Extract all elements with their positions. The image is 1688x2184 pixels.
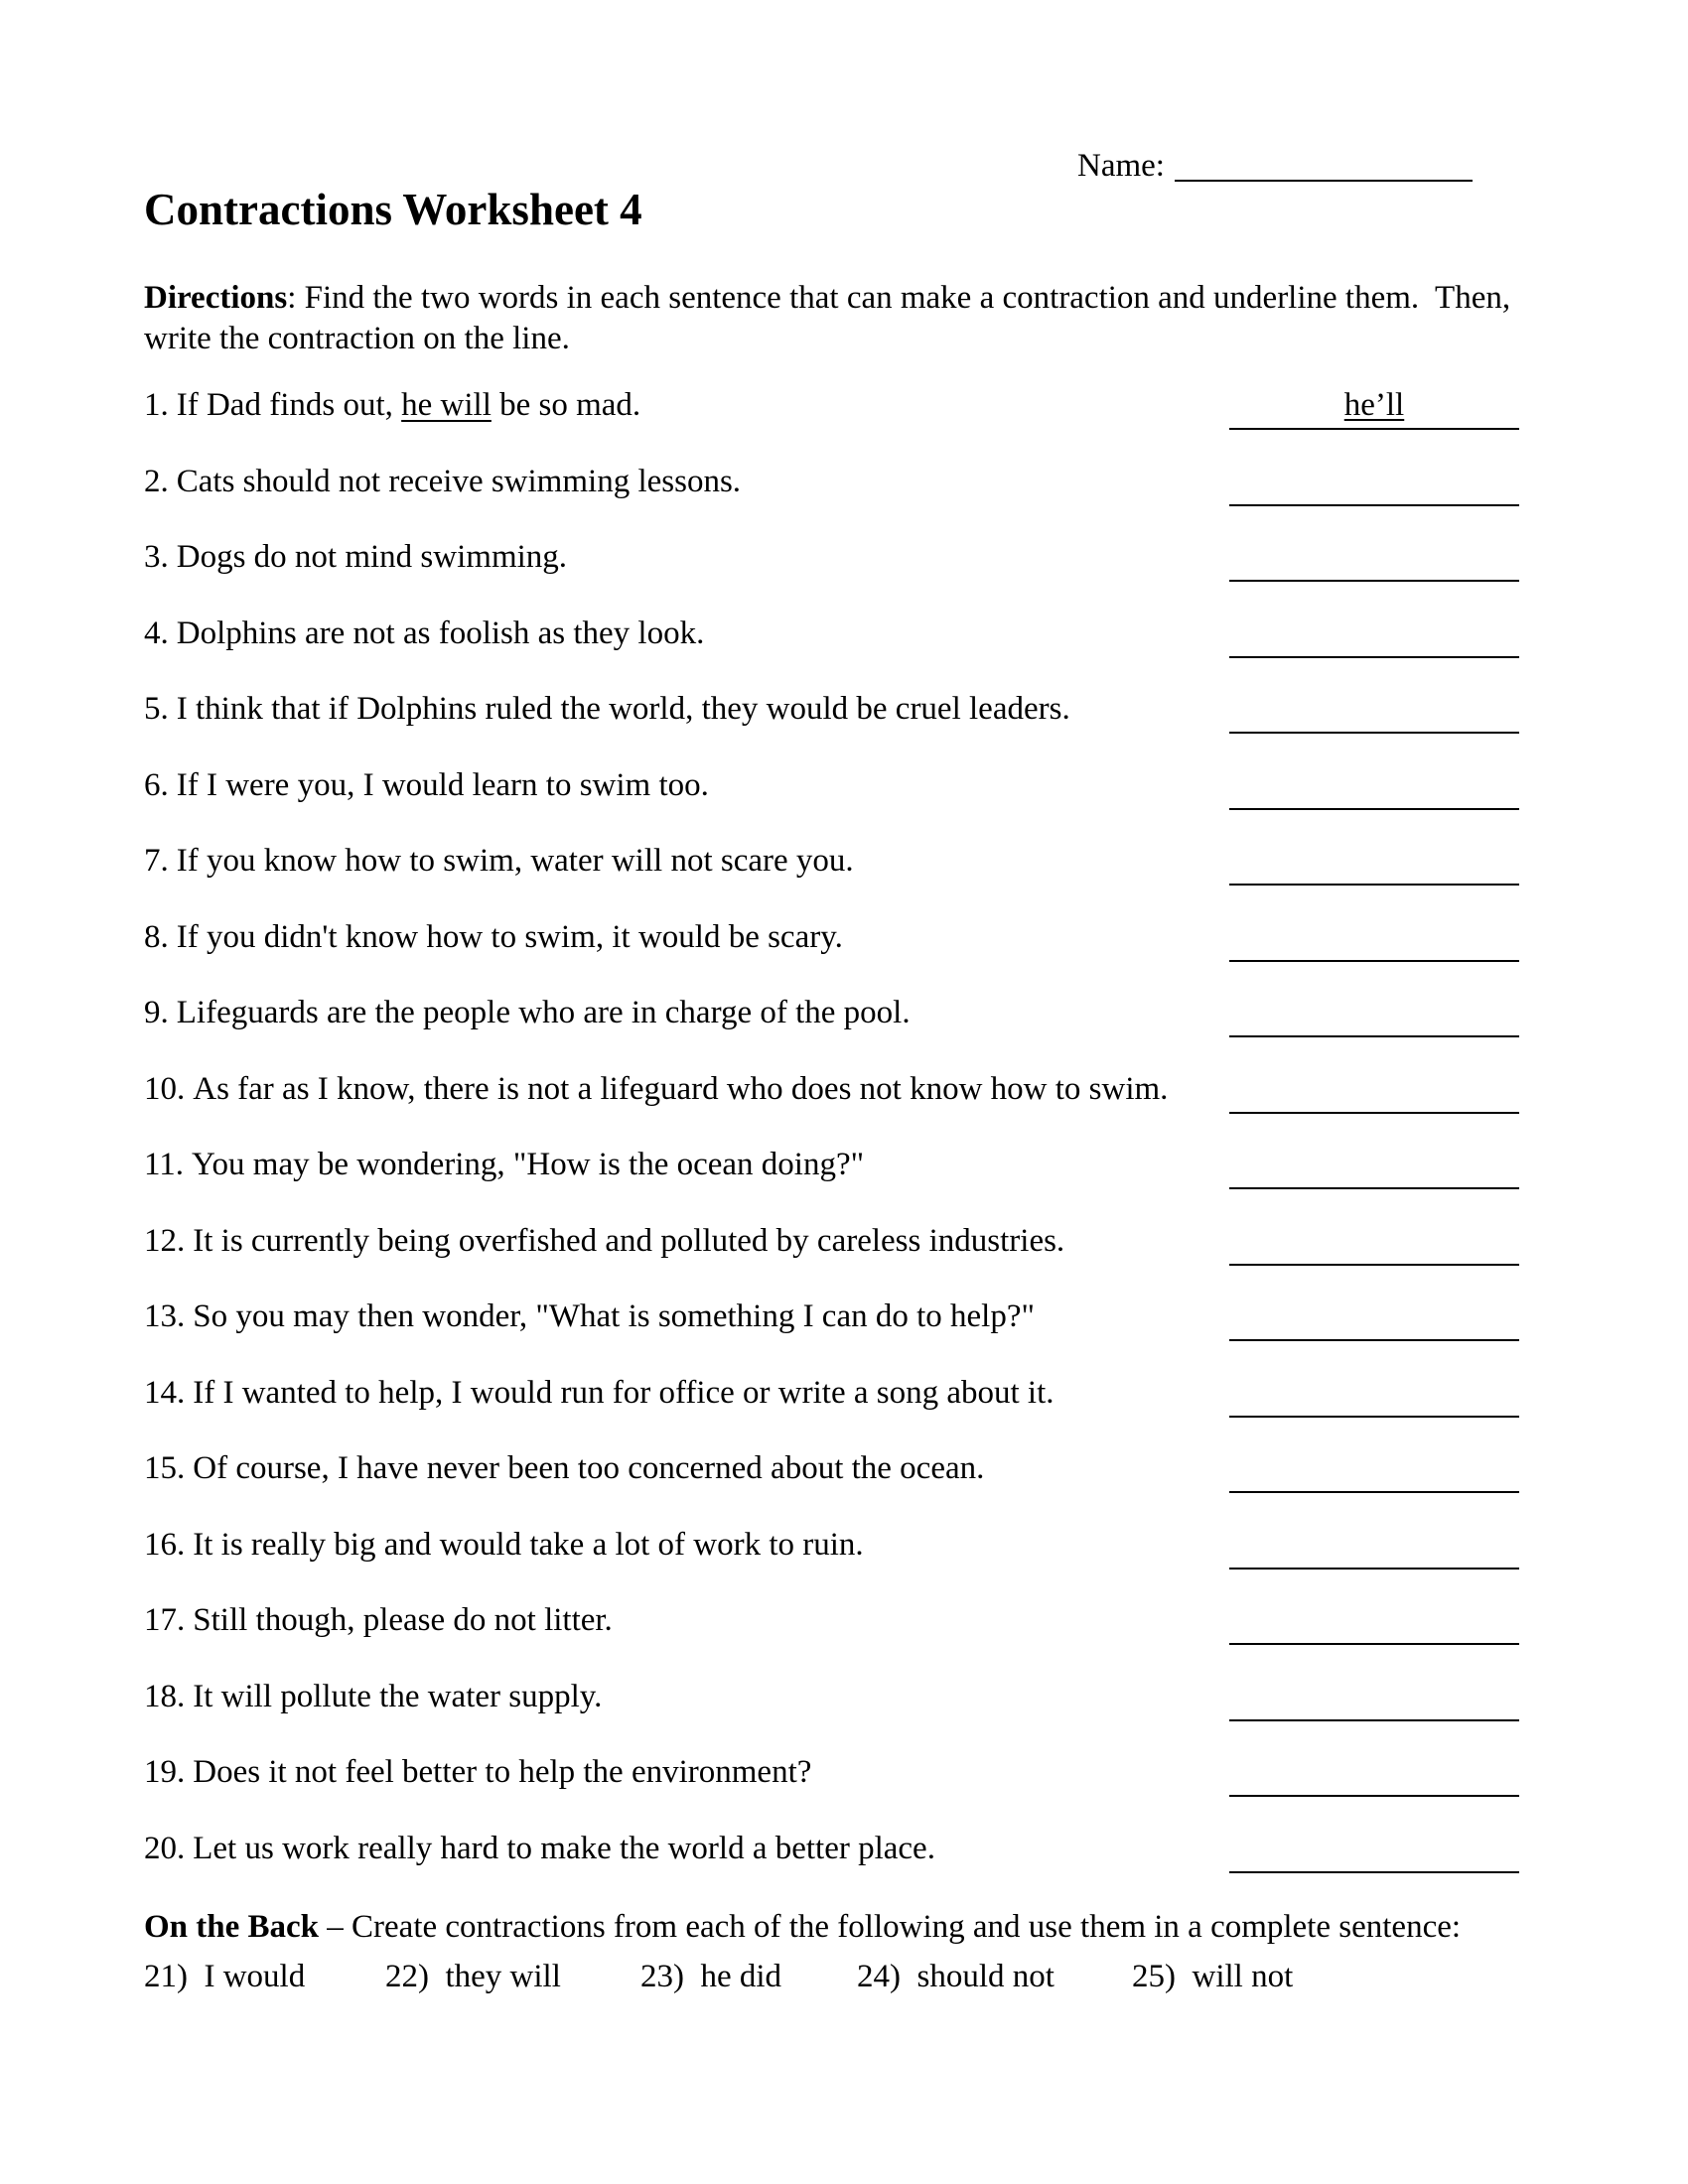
question-number: 17. (144, 1602, 186, 1638)
answer-blank (1229, 1600, 1519, 1645)
question-number: 2. (144, 463, 169, 499)
question-number: 7. (144, 843, 169, 879)
directions-label: Directions (144, 280, 288, 316)
question-row (144, 1221, 1524, 1297)
question-text: Dolphins are not as foolish as they look. (176, 614, 705, 651)
answer-blank (1229, 1829, 1519, 1873)
name-label: Name: (1077, 148, 1165, 184)
back-prompt: 25) will not (1132, 1959, 1294, 1994)
back-prompts (144, 1957, 1293, 1997)
question-text: If you know how to swim, water will not scare you. (176, 843, 854, 879)
question-number: 16. (144, 1526, 186, 1563)
question-sentence (144, 689, 1070, 730)
question-number: 11. (144, 1147, 185, 1182)
back-prompt: 21) I would (144, 1959, 306, 1994)
question-number: 13. (144, 1298, 186, 1334)
name-blank-line (1175, 180, 1473, 182)
question-text: I think that if Dolphins ruled the world, they would be cruel leaders. (176, 691, 1070, 727)
answer-blank (1229, 765, 1519, 810)
question-number: 3. (144, 539, 169, 575)
answer-blank (1229, 1221, 1519, 1266)
name-row (1077, 147, 1473, 185)
question-text: Of course, I have never been too concerned about the ocean. (193, 1450, 985, 1486)
answer-blank (1229, 993, 1519, 1037)
question-row (144, 1525, 1524, 1601)
answer-blank (1229, 1069, 1519, 1114)
question-row (144, 1752, 1524, 1829)
question-sentence (144, 1145, 864, 1185)
answer-blank (1229, 462, 1519, 506)
on-the-back-text: – Create contractions from each of the following and use them in a complete sentence: (319, 1909, 1462, 1945)
page-title: Contractions Worksheet 4 (144, 185, 642, 234)
answer-blank (1229, 385, 1519, 430)
answer-blank (1229, 1145, 1519, 1189)
question-row (144, 462, 1524, 538)
back-prompt: 22) they will (385, 1959, 561, 1994)
question-sentence (144, 1069, 1168, 1110)
question-number: 4. (144, 614, 169, 651)
question-sentence (144, 765, 709, 806)
question-row (144, 917, 1524, 994)
answer-blank (1229, 537, 1519, 582)
question-text: It is really big and would take a lot of work to ruin. (193, 1526, 864, 1563)
question-text-post: be so mad. (491, 387, 641, 423)
answer-blank (1229, 689, 1519, 734)
question-row (144, 765, 1524, 842)
question-text: If you didn't know how to swim, it would be scary. (176, 918, 843, 955)
question-sentence (144, 993, 911, 1033)
question-row (144, 1297, 1524, 1373)
question-row (144, 841, 1524, 917)
back-prompt: 24) should not (857, 1959, 1055, 1994)
answer-blank (1229, 917, 1519, 962)
question-text: So you may then wonder, "What is something I can do to help?" (193, 1298, 1035, 1334)
question-number: 10. (144, 1070, 186, 1107)
question-text: Cats should not receive swimming lessons. (176, 463, 742, 499)
question-sentence (144, 1677, 602, 1717)
directions (144, 278, 1532, 359)
question-row (144, 993, 1524, 1069)
question-number: 18. (144, 1678, 186, 1714)
question-list (144, 385, 1524, 1904)
question-sentence (144, 917, 843, 958)
question-number: 8. (144, 918, 169, 955)
question-row (144, 1677, 1524, 1753)
question-number: 19. (144, 1754, 186, 1790)
on-the-back-label: On the Back (144, 1909, 320, 1945)
answer-blank (1229, 1448, 1519, 1493)
question-text: If I wanted to help, I would run for office or write a song about it. (193, 1374, 1055, 1411)
question-row (144, 537, 1524, 614)
answer-blank (1229, 1752, 1519, 1797)
question-sentence (144, 462, 741, 502)
question-text-pre: If Dad finds out, (176, 387, 402, 423)
question-sentence (144, 1829, 935, 1869)
question-number: 9. (144, 995, 169, 1030)
question-text: Dogs do not mind swimming. (176, 539, 568, 575)
question-row (144, 1145, 1524, 1221)
question-text: Let us work really hard to make the world a better place. (193, 1830, 935, 1866)
answer-blank (1229, 1297, 1519, 1341)
answer-blank (1229, 841, 1519, 886)
question-text: You may be wondering, "How is the ocean doing?" (192, 1147, 865, 1182)
question-text (177, 387, 640, 423)
question-row (144, 1600, 1524, 1677)
answer-blank (1229, 1373, 1519, 1418)
answer-text: he’ll (1343, 387, 1405, 423)
answer-blank (1229, 1677, 1519, 1721)
question-row (144, 1829, 1524, 1905)
question-number: 1. (144, 387, 169, 423)
question-sentence (144, 1373, 1054, 1414)
question-sentence (144, 1221, 1064, 1262)
question-number: 12. (144, 1222, 186, 1259)
back-prompt: 23) he did (640, 1959, 782, 1994)
question-row (144, 1448, 1524, 1525)
question-row (144, 1373, 1524, 1449)
question-number: 14. (144, 1374, 186, 1411)
question-row (144, 689, 1524, 765)
question-sentence (144, 1752, 811, 1793)
question-sentence (144, 1297, 1035, 1337)
question-text: It is currently being overfished and polluted by careless industries. (193, 1222, 1065, 1259)
on-the-back-instruction (144, 1907, 1461, 1948)
question-sentence (144, 1448, 984, 1489)
question-row (144, 614, 1524, 690)
answer-blank (1229, 1525, 1519, 1570)
question-number: 15. (144, 1450, 186, 1486)
question-sentence (144, 841, 854, 882)
underlined-words: he will (401, 387, 492, 423)
question-text: It will pollute the water supply. (193, 1678, 603, 1714)
question-number: 5. (144, 691, 169, 727)
question-row (144, 385, 1524, 462)
question-row (144, 1069, 1524, 1146)
question-number: 20. (144, 1830, 186, 1866)
question-sentence (144, 614, 704, 654)
directions-text: : Find the two words in each sentence that can make a contraction and underline them. Then, write the contraction on the line. (144, 280, 1519, 356)
question-sentence (144, 537, 567, 578)
question-number: 6. (144, 766, 169, 803)
question-sentence (144, 1525, 864, 1566)
question-sentence (144, 1600, 613, 1641)
question-text: If I were you, I would learn to swim too. (176, 766, 709, 803)
answer-blank (1229, 614, 1519, 658)
question-text: Does it not feel better to help the environment? (193, 1754, 812, 1790)
question-text: As far as I know, there is not a lifeguard who does not know how to swim. (193, 1070, 1169, 1107)
question-sentence (144, 385, 640, 426)
question-text: Lifeguards are the people who are in charge of the pool. (176, 995, 911, 1030)
question-text: Still though, please do not litter. (193, 1602, 613, 1638)
